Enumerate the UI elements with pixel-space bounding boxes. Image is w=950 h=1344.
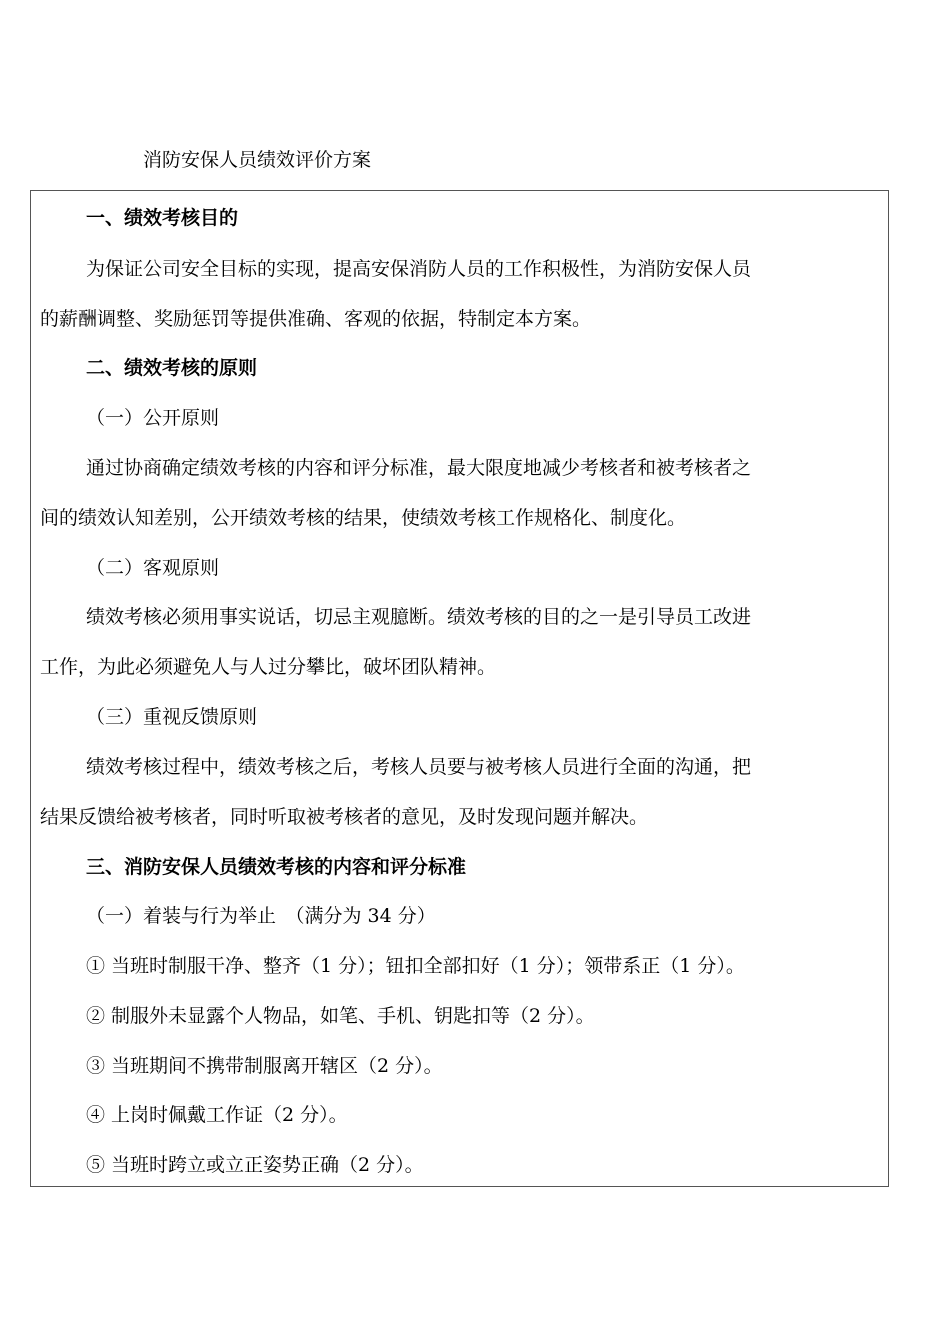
paragraph-line: 的薪酬调整、奖励惩罚等提供准确、客观的依据，特制定本方案。 bbox=[40, 308, 592, 330]
paragraph-line: 间的绩效认知差别，公开绩效考核的结果，使绩效考核工作规格化、制度化。 bbox=[40, 507, 687, 529]
document-body-box bbox=[30, 190, 889, 1187]
list-item: ② 制服外未显露个人物品，如笔、手机、钥匙扣等（2 分）。 bbox=[86, 1005, 595, 1027]
document-title: 消防安保人员绩效评价方案 bbox=[143, 149, 372, 171]
section-heading-purpose: 一、绩效考核目的 bbox=[86, 207, 239, 229]
subheading-attire-behavior: （一）着装与行为举止 （满分为 34 分） bbox=[86, 905, 436, 927]
subheading-feedback-principle: （三）重视反馈原则 bbox=[86, 706, 258, 728]
paragraph-line: 绩效考核过程中，绩效考核之后，考核人员要与被考核人员进行全面的沟通，把 bbox=[86, 756, 752, 778]
subheading-objective-principle: （二）客观原则 bbox=[86, 557, 220, 579]
section-heading-principles: 二、绩效考核的原则 bbox=[86, 357, 258, 379]
paragraph-line: 通过协商确定绩效考核的内容和评分标准，最大限度地减少考核者和被考核者之 bbox=[86, 457, 752, 479]
subheading-open-principle: （一）公开原则 bbox=[86, 407, 220, 429]
paragraph-line: 绩效考核必须用事实说话，切忌主观臆断。绩效考核的目的之一是引导员工改进 bbox=[86, 606, 752, 628]
paragraph-line: 结果反馈给被考核者，同时听取被考核者的意见，及时发现问题并解决。 bbox=[40, 806, 649, 828]
paragraph-line: 为保证公司安全目标的实现，提高安保消防人员的工作积极性，为消防安保人员 bbox=[86, 258, 752, 280]
section-heading-content-standards: 三、消防安保人员绩效考核的内容和评分标准 bbox=[86, 856, 467, 878]
list-item: ① 当班时制服干净、整齐（1 分）；钮扣全部扣好（1 分）；领带系正（1 分）。 bbox=[86, 955, 745, 977]
list-item: ④ 上岗时佩戴工作证（2 分）。 bbox=[86, 1104, 348, 1126]
list-item: ③ 当班期间不携带制服离开辖区（2 分）。 bbox=[86, 1055, 443, 1077]
paragraph-line: 工作，为此必须避免人与人过分攀比，破坏团队精神。 bbox=[40, 656, 497, 678]
list-item: ⑤ 当班时跨立或立正姿势正确（2 分）。 bbox=[86, 1154, 424, 1176]
